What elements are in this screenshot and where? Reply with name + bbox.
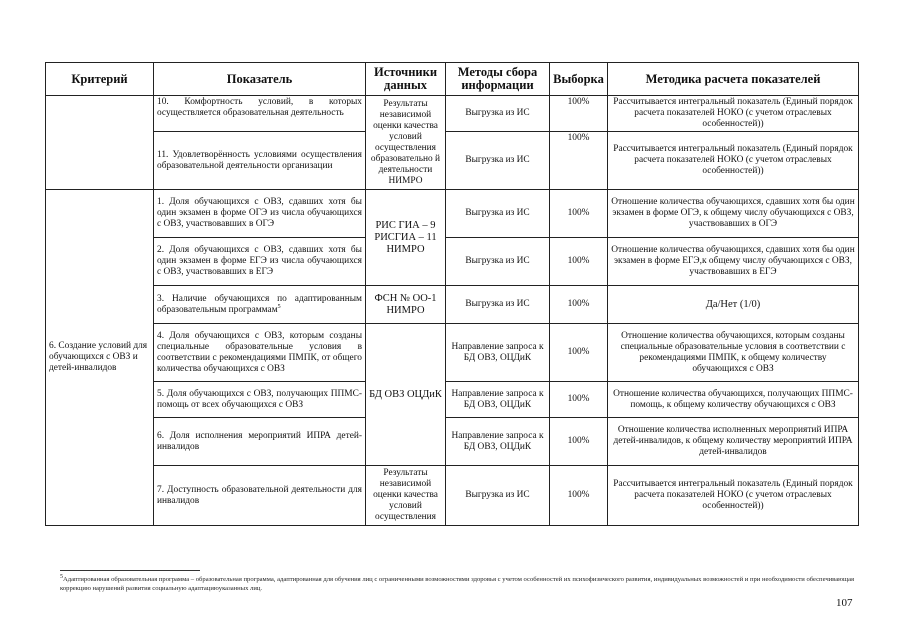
indicator-cell: 7. Доступность образовательной деятельности для инвалидов bbox=[154, 466, 366, 526]
indicator-cell: 5. Доля обучающихся с ОВЗ, получающих ППМС-помощь от всех обучающихся с ОВЗ bbox=[154, 382, 366, 418]
footnote-ref: 5 bbox=[277, 303, 281, 310]
indicator-cell bbox=[154, 286, 366, 324]
sample-cell: 100% bbox=[550, 324, 608, 382]
indicator-cell: 4. Доля обучающихся с ОВЗ, которым созданы специальные образовательные условия в соответствии с рекомендациями ПМПК, от общего количества обучающихся с ОВЗ bbox=[154, 324, 366, 382]
calc-cell: Отношение количества обучающихся, сдавших хотя бы один экзамен в форме ОГЭ, к общему числу обучающихся с ОВЗ, участвовавших в ОГЭ bbox=[608, 190, 859, 238]
sample-cell: 100% bbox=[550, 238, 608, 286]
footnote-text: Адаптированная образовательная программа – образовательная программа, адаптированная для обучения лиц с ограниченными возможностями здоровья с учетом особенностей их психофизического развития, индивидуальных возможностей и при необходимости обеспечивающая коррекцию нарушений развития социальную адаптациюуказанных лиц. bbox=[60, 576, 855, 592]
footnote bbox=[60, 575, 860, 593]
method-cell: Направление запроса к БД ОВЗ, ОЦДиК bbox=[446, 418, 550, 466]
calc-cell: Рассчитывается интегральный показатель (Единый порядок расчета показателей НОКО (с учетом отраслевых особенностей)) bbox=[608, 466, 859, 526]
header-methods: Методы сбора информации bbox=[446, 63, 550, 96]
method-cell: Направление запроса к БД ОВЗ, ОЦДиК bbox=[446, 382, 550, 418]
sample-cell: 100% bbox=[550, 96, 608, 132]
header-indicator: Показатель bbox=[154, 63, 366, 96]
header-sources: Источники данных bbox=[366, 63, 446, 96]
table-row bbox=[46, 418, 859, 466]
footnote-divider bbox=[60, 570, 200, 571]
table-row bbox=[46, 382, 859, 418]
table-row bbox=[46, 238, 859, 286]
method-cell: Выгрузка из ИС bbox=[446, 286, 550, 324]
calc-cell: Рассчитывается интегральный показатель (Единый порядок расчета показателей НОКО (с учетом отраслевых особенностей)) bbox=[608, 96, 859, 132]
indicators-table bbox=[45, 62, 859, 526]
indicator-cell: 1. Доля обучающихся с ОВЗ, сдавших хотя бы один экзамен в форме ОГЭ из числа обучающихся с ОВЗ, участвовавших в ОГЭ bbox=[154, 190, 366, 238]
sample-cell: 100% bbox=[550, 190, 608, 238]
source-cell: БД ОВЗ ОЦДиК bbox=[366, 324, 446, 466]
table-header-row bbox=[46, 63, 859, 96]
calc-cell: Да/Нет (1/0) bbox=[608, 286, 859, 324]
footnote-mark: 5 bbox=[60, 573, 63, 580]
table-row bbox=[46, 190, 859, 238]
table-row bbox=[46, 466, 859, 526]
indicator-cell: 6. Доля исполнения мероприятий ИПРА детей-инвалидов bbox=[154, 418, 366, 466]
source-cell: Результаты независимой оценки качества условий осуществления образовательно й деятельности НИМРО bbox=[366, 96, 446, 190]
header-sample: Выборка bbox=[550, 63, 608, 96]
criterion-cell-empty bbox=[46, 96, 154, 190]
source-cell: Результаты независимой оценки качества условий осуществления bbox=[366, 466, 446, 526]
sample-cell: 100% bbox=[550, 418, 608, 466]
table-row bbox=[46, 96, 859, 132]
calc-cell: Рассчитывается интегральный показатель (Единый порядок расчета показателей НОКО (с учетом отраслевых особенностей)) bbox=[608, 132, 859, 190]
indicator-cell: 11. Удовлетворённость условиями осуществления образовательной деятельности организации bbox=[154, 132, 366, 190]
header-criterion: Критерий bbox=[46, 63, 154, 96]
method-cell: Выгрузка из ИС bbox=[446, 238, 550, 286]
source-cell: ФСН № ОО-1 НИМРО bbox=[366, 286, 446, 324]
table-row bbox=[46, 132, 859, 190]
method-cell: Направление запроса к БД ОВЗ, ОЦДиК bbox=[446, 324, 550, 382]
calc-cell: Отношение количества обучающихся, сдавших хотя бы один экзамен в форме ЕГЭ,к общему числу обучающихся с ОВЗ, участвовавших в ЕГЭ bbox=[608, 238, 859, 286]
calc-cell: Отношение количества исполненных мероприятий ИПРА детей-инвалидов, к общему количеству мероприятий ИПРА детей-инвалидов bbox=[608, 418, 859, 466]
calc-cell: Отношение количества обучающихся, получающих ППМС-помощь, к общему количеству обучающихся с ОВЗ bbox=[608, 382, 859, 418]
method-cell: Выгрузка из ИС bbox=[446, 190, 550, 238]
table-row bbox=[46, 324, 859, 382]
indicator-cell: 10. Комфортность условий, в которых осуществляется образовательная деятельность bbox=[154, 96, 366, 132]
indicator-text: 3. Наличие обучающихся по адаптированным образовательным программам bbox=[157, 293, 362, 315]
source-cell: РИС ГИА – 9 РИСГИА – 11 НИМРО bbox=[366, 190, 446, 286]
sample-cell: 100% bbox=[550, 466, 608, 526]
header-calc: Методика расчета показателей bbox=[608, 63, 859, 96]
indicator-cell: 2. Доля обучающихся с ОВЗ, сдавших хотя бы один экзамен в форме ЕГЭ из числа обучающихся с ОВЗ, участвовавших в ЕГЭ bbox=[154, 238, 366, 286]
method-cell: Выгрузка из ИС bbox=[446, 466, 550, 526]
criterion-cell: 6. Создание условий для обучающихся с ОВЗ и детей-инвалидов bbox=[46, 190, 154, 526]
method-cell: Выгрузка из ИС bbox=[446, 132, 550, 190]
method-cell: Выгрузка из ИС bbox=[446, 96, 550, 132]
calc-cell: Отношение количества обучающихся, которым созданы специальные образовательные условия в соответствии с рекомендациями ПМПК, к общему количеству обучающихся с ОВЗ bbox=[608, 324, 859, 382]
table-row bbox=[46, 286, 859, 324]
page-number: 107 bbox=[836, 597, 853, 609]
sample-cell: 100% bbox=[550, 382, 608, 418]
sample-cell: 100% bbox=[550, 286, 608, 324]
sample-cell: 100% bbox=[550, 132, 608, 190]
